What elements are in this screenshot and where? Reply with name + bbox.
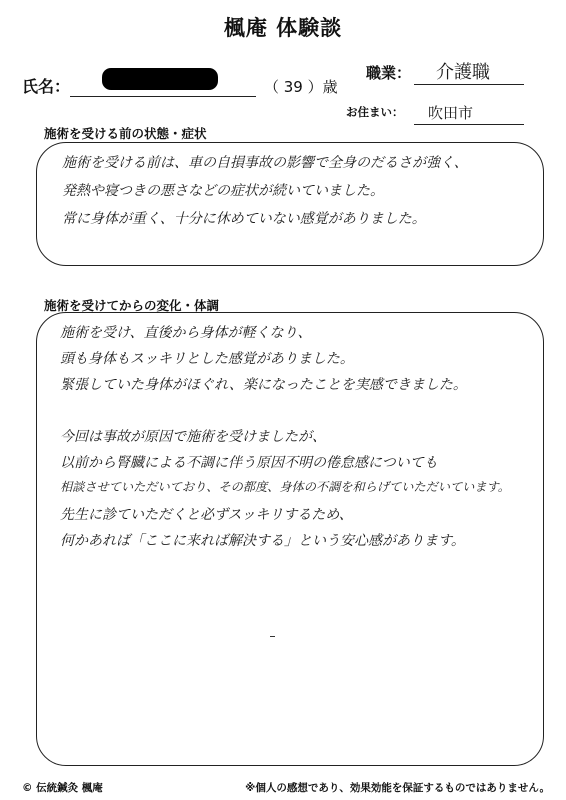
section1-line-1: 発熱や寝つきの悪さなどの症状が続いていました。: [62, 183, 384, 199]
name-underline: [70, 96, 256, 97]
section2-line-7: 先生に診ていただくと必ずスッキリするため、: [60, 507, 353, 523]
section1-heading: 施術を受ける前の状態・症状: [44, 126, 207, 141]
section2-line-5: 以前から腎臓による不調に伴う原因不明の倦怠感についても: [60, 455, 438, 471]
address-label: お住まい：: [346, 105, 404, 119]
redacted-name: [102, 68, 218, 90]
name-label: 氏名：: [22, 77, 71, 96]
footer-copyright: © 伝統鍼灸 楓庵: [22, 782, 103, 794]
occupation-underline: [414, 84, 524, 85]
section2-line-0: 施術を受け、直後から身体が軽くなり、: [60, 325, 312, 341]
address-underline: [414, 124, 524, 125]
section2-line-1: 頭も身体もスッキリとした感覚がありました。: [60, 351, 354, 367]
section2-line-8: 何かあれば「ここに来れば解決する」という安心感があります。: [60, 533, 465, 549]
section2-line-4: 今回は事故が原因で施術を受けましたが、: [60, 429, 326, 445]
stray-mark: [270, 636, 275, 637]
section1-line-2: 常に身体が重く、十分に休めていない感覚がありました。: [62, 211, 426, 227]
section2-line-2: 緊張していた身体がほぐれ、楽になったことを実感できました。: [60, 377, 467, 393]
page-title: 楓庵 体験談: [223, 16, 343, 40]
address-value: 吹田市: [428, 104, 474, 122]
age-value: （ 39 ）歳: [264, 78, 338, 96]
section2-line-6: 相談させていただいており、その都度、身体の不調を和らげていただいています。: [60, 480, 510, 494]
footer-disclaimer: ※個人の感想であり、効果効能を保証するものではありません。: [245, 782, 550, 794]
section2-heading: 施術を受けてからの変化・体調: [44, 298, 220, 313]
occupation-label: 職業：: [366, 64, 412, 82]
occupation-value: 介護職: [436, 62, 490, 83]
section1-line-0: 施術を受ける前は、車の自損事故の影響で全身のだるさが強く、: [62, 155, 468, 171]
